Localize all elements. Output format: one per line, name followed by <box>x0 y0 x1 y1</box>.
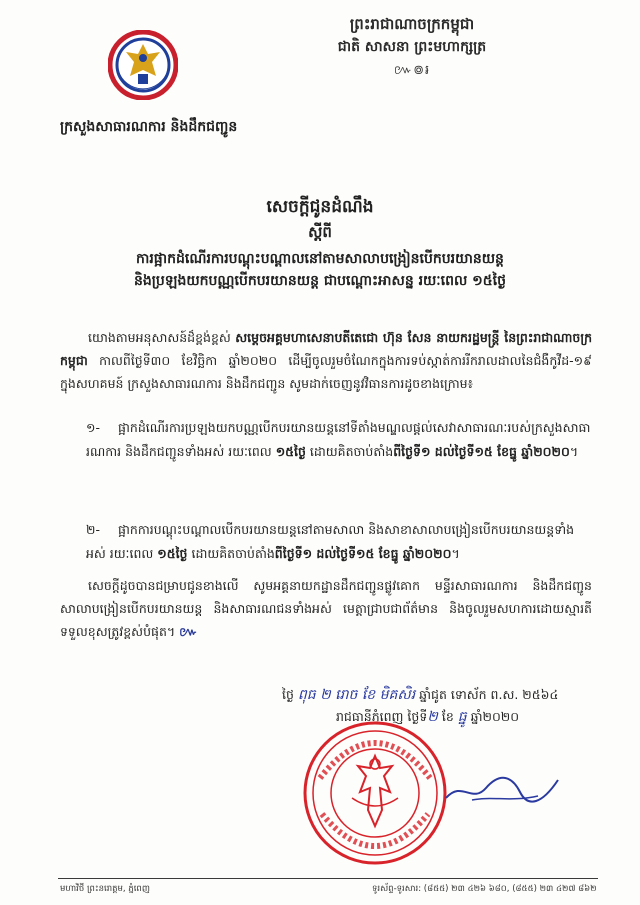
item-text <box>86 522 574 561</box>
closing-mark: ៚ <box>179 625 198 640</box>
intro-end: កាលពីថ្ងៃទី៣០ ខែវិច្ឆិកា ឆ្នាំ២០២០ ដើម្បីចូលរួមចំណែកក្នុងការទប់ស្កាត់ការរីករាលដាលនៃជំងឺកូវីដ-១៩ ក្នុងសហគមន៍ ក្រសួងសាធារណការ និងដឹកជញ្ជូន សូមដាក់ចេញនូវវិធានការដូចខាងក្រោម៖ <box>60 353 592 391</box>
intro-strong: សម្តេចអគ្គមហាសេនាបតីតេជោ ហ៊ុន សែន នាយករដ្ឋមន្ត្រី នៃព្រះរាជាណាចក្រកម្ពុជា <box>60 330 593 368</box>
kingdom-name: ព្រះរាជាណាចក្រកម្ពុជា <box>349 15 475 33</box>
item-2-text-2: ដោយគិតចាប់តាំង <box>187 546 275 561</box>
footer-phone: ទូរស័ព្ទ-ទូរសារ: (៨៥៥) ២៣ ៤២៦ ៦៨០, (៨៥៥) ២៣ ៤២៧ ៨៦២ <box>372 884 597 894</box>
item-1-dates: ពីថ្ងៃទី១ ដល់ថ្ងៃទី១៥ ខែធ្នូ ឆ្នាំ២០២០ <box>393 444 570 459</box>
paragraph-intro <box>60 326 592 395</box>
item-number: ២- <box>86 522 100 537</box>
lunar-prefix: ថ្ងៃ <box>282 687 294 702</box>
document-title: សេចក្តីជូនដំណឹង <box>266 197 374 217</box>
lunar-date <box>282 685 558 706</box>
national-header <box>262 14 562 81</box>
item-1-duration: ១៥ថ្ងៃ <box>275 444 306 459</box>
subject-line-2: និងប្រឡងយកបណ្ណបើកបរយានយន្ត ជាបណ្តោះអាសន្ន រយៈពេល ១៥ថ្ងៃ <box>133 273 507 289</box>
paragraph-closing <box>60 574 592 644</box>
item-1-end: ។ <box>569 444 579 459</box>
subject-line-1: ការផ្អាកដំណើរការបណ្តុះបណ្តាលនៅតាមសាលាបង្រៀនបើកបរយានយន្ត <box>136 251 504 267</box>
national-motto: ជាតិ សាសនា ព្រះមហាក្សត្រ <box>337 39 487 55</box>
footer-address: មហាវិថី ព្រះនរោត្តម, ភ្នំពេញ <box>60 884 150 894</box>
ministry-logo-icon <box>108 30 178 100</box>
place-year: ឆ្នាំ២០២០ <box>466 709 520 724</box>
item-text <box>86 420 590 459</box>
footer-divider <box>58 878 598 879</box>
item-1-text-2: ដោយគិតចាប់តាំង <box>305 444 394 459</box>
place-month-label: ខែ <box>437 709 458 724</box>
item-2-text: ផ្អាកការបណ្តុះបណ្តាលបើកបរយានយន្តនៅតាមសាលា និងសាខាសាលាបង្រៀនបើកបរយានយន្តទាំងអស់ រយៈពេល <box>86 522 575 561</box>
lunar-handwritten: ពុធ ២ រោច ខែ មិគសិរ <box>297 687 416 703</box>
item-number: ១- <box>86 420 100 435</box>
document-title-block <box>60 196 580 292</box>
place-prefix: រាជធានីភ្នំពេញ ថ្ងៃទី <box>336 709 428 724</box>
list-item <box>86 416 592 464</box>
place-day: ២ <box>427 709 438 725</box>
subject-label: ស្តីពី <box>308 223 332 241</box>
ministry-name: ក្រសួងសាធារណការ និងដឹកជញ្ជូន <box>60 119 238 135</box>
intro-start: យោងតាមអនុសាសន៍ដ៏ខ្ពង់ខ្ពស់ <box>88 330 236 345</box>
header-ornament: ៚៙៛ <box>393 63 431 78</box>
closing-text: សេចក្តីដូចបានជម្រាបជូនខាងលើ សូមអគ្គនាយកដ្ឋានដឹកជញ្ជូនផ្លូវគោក មន្ទីរសាធារណការ និងដឹកជញ្ជូន សាលាបង្រៀនបើកបរយានយន្ត និងសាធារណជនទាំងអស់ មេត្តាជ្រាបជាព័ត៌មាន និងចូលរួមសហការដោយស្មារតីទទួលខុសត្រូវខ្ពស់បំផុត។ <box>60 578 592 639</box>
place-month: ធ្នូ <box>457 709 467 725</box>
list-item <box>86 518 592 566</box>
item-1-text: ផ្អាកដំណើរការប្រឡងយកបណ្ណបើកបរយានយន្តនៅទីតាំងមណ្ឌលផ្តល់សេវាសាធារណៈរបស់ក្រសួងសាធារណការ និងដឹកជញ្ជូនទាំងអស់ រយៈពេល <box>86 420 591 459</box>
lunar-suffix: ឆ្នាំជូត ទោស័ក ព.ស. ២៥៦៤ <box>415 687 559 702</box>
signature-icon <box>442 770 562 810</box>
item-2-end: ។ <box>451 546 460 561</box>
item-2-dates: ពីថ្ងៃទី១ ដល់ថ្ងៃទី១៥ ខែធ្នូ ឆ្នាំ២០២០ <box>274 546 452 561</box>
item-2-duration: ១៥ថ្ងៃ <box>157 546 188 561</box>
official-seal-icon <box>300 718 450 868</box>
